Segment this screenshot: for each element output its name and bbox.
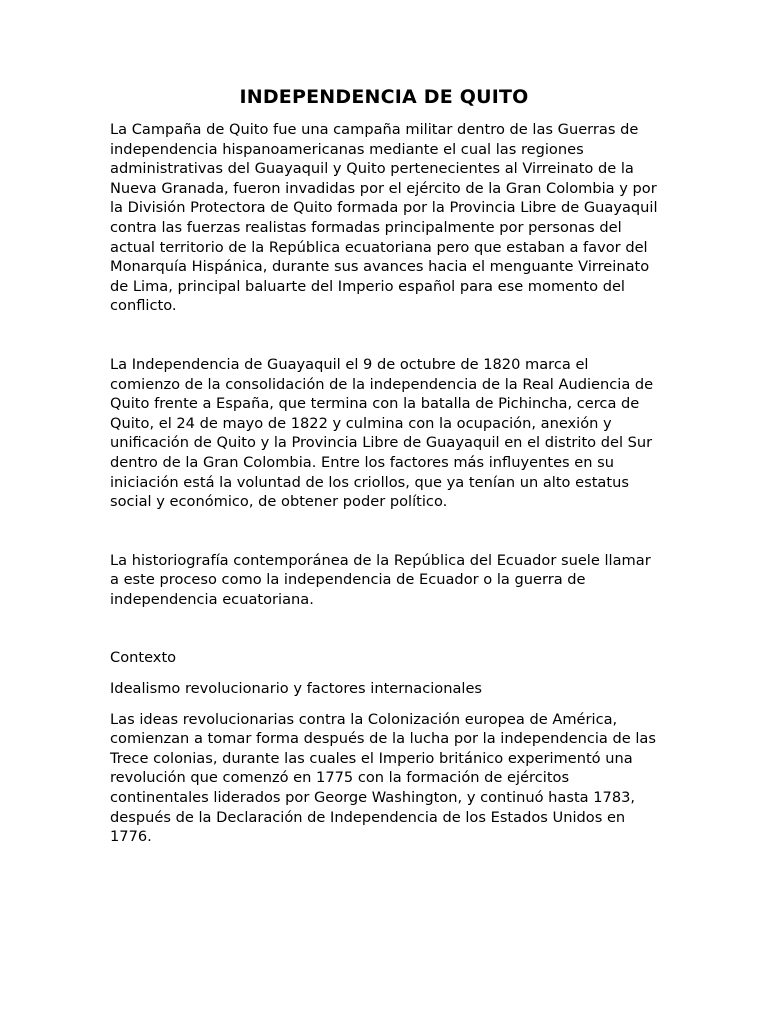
- paragraph-historiography: La historiografía contemporánea de la República del Ecuador suele llamar a este proceso como la independencia de Ecuador o la guerra de independencia ecuatoriana.: [110, 551, 651, 608]
- paragraph-spacer: [110, 512, 658, 551]
- document-title: INDEPENDENCIA DE QUITO: [239, 86, 529, 108]
- paragraph-spacer: [110, 316, 658, 355]
- paragraph-spacer: [110, 668, 658, 679]
- paragraph-revolutionary-ideas: Las ideas revolucionarias contra la Colonización europea de América, comienzan a tomar forma después de la lucha por la independencia de las Trece colonias, durante las cuales el Imperio británico experimentó una revolución que comenzó en 1775 con la formación de ejércitos continentales liderados por George Washington, y continuó hasta 1783, después de la Declaración de Independencia de los Estados Unidos en 1776.: [110, 710, 656, 846]
- subsection-heading-idealism: Idealismo revolucionario y factores internacionales: [110, 680, 483, 698]
- paragraph-campaign: La Campaña de Quito fue una campaña militar dentro de las Guerras de independencia hispanoamericanas mediante el cual las regiones administrativas del Guayaquil y Quito pertenecientes al Virreinato de la Nueva Granada, fueron invadidas por el ejército de la Gran Colombia y por la División Protectora de Quito formada por la Provincia Libre de Guayaquil contra las fuerzas realistas formadas principalmente por personas del actual territorio de la República ecuatoriana pero que estaban a favor del Monarquía Hispánica, durante sus avances hacia el menguante Virreinato de Lima, principal baluarte del Imperio español para ese momento del conflicto.: [110, 121, 658, 315]
- section-heading-context: Contexto: [110, 649, 177, 667]
- document-page: [110, 86, 658, 847]
- paragraph-independence-guayaquil: La Independencia de Guayaquil el 9 de octubre de 1820 marca el comienzo de la consolidación de la independencia de la Real Audiencia de Quito frente a España, que termina con la batalla de Pichincha, cerca de Quito, el 24 de mayo de 1822 y culmina con la ocupación, anexión y unificación de Quito y la Provincia Libre de Guayaquil en el distrito del Sur dentro de la Gran Colombia. Entre los factores más influyentes en su iniciación está la voluntad de los criollos, que ya tenían un alto estatus social y económico, de obtener poder político.: [110, 355, 654, 511]
- paragraph-spacer: [110, 699, 658, 710]
- paragraph-spacer: [110, 609, 658, 648]
